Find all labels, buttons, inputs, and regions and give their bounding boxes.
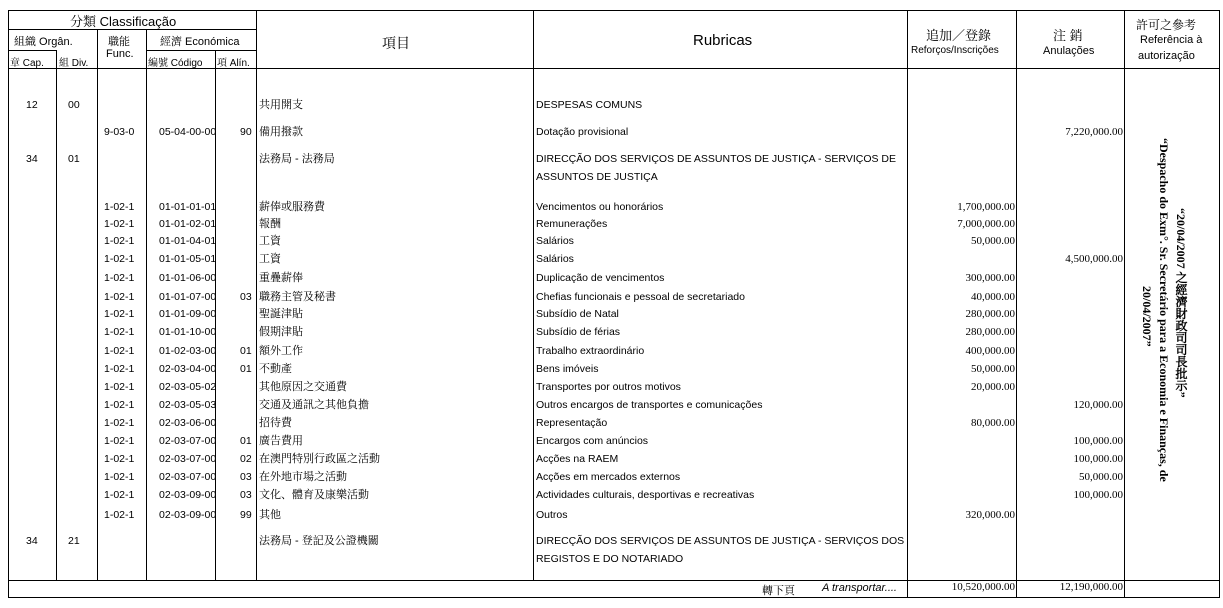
row-alin: 01 (240, 345, 252, 357)
row-rubrica: Outros (536, 509, 568, 521)
table-row (0, 124, 1223, 140)
row-func: 1-02-1 (104, 381, 135, 393)
row-alin: 01 (240, 363, 252, 375)
table-row (0, 324, 1223, 340)
header-ref-zh: 許可之參考 (1136, 18, 1197, 32)
header-classificacao: 分類 Classificação (70, 14, 177, 29)
row-alin: 99 (240, 509, 252, 521)
row-func: 1-02-1 (104, 471, 135, 483)
header-func-pt: Func. (106, 48, 134, 60)
row-reforco: 50,000.00 (971, 235, 1015, 247)
row-codigo: 01-01-06-00 (159, 272, 217, 284)
row-anulacao: 100,000.00 (1073, 453, 1123, 465)
row-alin: 01 (240, 435, 252, 447)
header-reforcos-zh: 追加／登錄 (926, 28, 992, 43)
row-rubrica: Remunerações (536, 218, 608, 230)
row-anulacao: 100,000.00 (1073, 489, 1123, 501)
row-rubrica: DIRECÇÃO DOS SERVIÇOS DE ASSUNTOS DE JUSTIÇA - SERVIÇOS DE (536, 153, 896, 165)
row-reforco: 50,000.00 (971, 363, 1015, 375)
row-item-zh: 聖誕津貼 (259, 308, 303, 320)
table-bottom-border (8, 597, 1220, 598)
row-reforco: 40,000.00 (971, 291, 1015, 303)
row-rubrica: Subsídio de férias (536, 326, 621, 338)
row-rubrica: DESPESAS COMUNS (536, 99, 643, 111)
table-row (0, 469, 1223, 485)
row-reforco: 320,000.00 (965, 509, 1015, 521)
row-item-zh: 招待費 (259, 417, 292, 429)
row-codigo: 02-03-07-00 (159, 471, 217, 483)
row-item-zh: 其他 (259, 509, 281, 521)
row-rubrica: Salários (536, 253, 574, 265)
table-row (0, 379, 1223, 395)
row-codigo: 02-03-07-00 (159, 453, 217, 465)
row-item-zh: 在外地市場之活動 (259, 471, 347, 483)
row-div: 01 (68, 153, 80, 165)
row-codigo: 01-01-10-00 (159, 326, 217, 338)
row-reforco: 300,000.00 (965, 272, 1015, 284)
row-item-zh: 備用撥款 (259, 126, 303, 138)
row-codigo: 01-01-07-00 (159, 291, 217, 303)
row-rubrica: Actividades culturais, desportivas e recreativas (536, 489, 755, 501)
row-reforco: 80,000.00 (971, 417, 1015, 429)
row-reforco: 1,700,000.00 (957, 201, 1015, 213)
row-codigo: 02-03-05-02 (159, 381, 217, 393)
row-reforco: 20,000.00 (971, 381, 1015, 393)
row-codigo: 01-01-02-01 (159, 218, 217, 230)
row-func: 1-02-1 (104, 308, 135, 320)
table-row (0, 507, 1223, 523)
row-rubrica: Vencimentos ou honorários (536, 201, 664, 213)
row-reforco: 280,000.00 (965, 308, 1015, 320)
row-item-zh: 假期津貼 (259, 326, 303, 338)
row-cap: 34 (26, 153, 38, 165)
row-func: 9-03-0 (104, 126, 135, 138)
table-row (0, 216, 1223, 232)
footer-reforcos-total: 10,520,000.00 (951, 581, 1015, 593)
row-func: 1-02-1 (104, 435, 135, 447)
row-item-zh: 法務局 - 法務局 (259, 153, 335, 165)
row-item-zh: 重疊薪俸 (259, 272, 303, 284)
row-func: 1-02-1 (104, 326, 135, 338)
row-func: 1-02-1 (104, 509, 135, 521)
row-item-zh: 共用開支 (259, 99, 303, 111)
header-reforcos-pt: Reforços/Inscrições (911, 45, 999, 56)
row-alin: 02 (240, 453, 252, 465)
header-economica: 經濟 Económica (160, 36, 240, 48)
row-codigo: 02-03-04-00 (159, 363, 217, 375)
row-item-zh: 薪俸或服務費 (259, 201, 325, 213)
row-item-zh: 其他原因之交通費 (259, 381, 347, 393)
row-div: 00 (68, 99, 80, 111)
header-codigo: 編號 Código (148, 58, 203, 69)
table-row (0, 97, 1223, 113)
row-func: 1-02-1 (104, 489, 135, 501)
header-rubricas: Rubricas (693, 32, 753, 49)
row-cap: 12 (26, 99, 38, 111)
row-rubrica: Chefias funcionais e pessoal de secretariado (536, 291, 745, 303)
row-rubrica: Outros encargos de transportes e comunicações (536, 399, 763, 411)
row-func: 1-02-1 (104, 201, 135, 213)
row-anulacao: 100,000.00 (1073, 435, 1123, 447)
row-alin: 03 (240, 489, 252, 501)
row-codigo: 02-03-05-03 (159, 399, 217, 411)
footer-anulacoes-total: 12,190,000.00 (1059, 581, 1123, 593)
row-rubrica: DIRECÇÃO DOS SERVIÇOS DE ASSUNTOS DE JUSTIÇA - SERVIÇOS DOS (536, 535, 905, 547)
row-codigo: 01-01-05-01 (159, 253, 217, 265)
table-row (0, 433, 1223, 449)
row-rubrica: Subsídio de Natal (536, 308, 619, 320)
header-divider-2 (8, 50, 56, 51)
table-row (0, 251, 1223, 267)
row-anulacao: 4,500,000.00 (1065, 253, 1123, 265)
row-item-zh: 不動產 (259, 363, 292, 375)
header-ref-pt2: autorização (1138, 50, 1195, 62)
table-row (0, 151, 1223, 183)
row-rubrica: Acções em mercados externos (536, 471, 681, 483)
row-rubrica-continued: ASSUNTOS DE JUSTIÇA (536, 171, 658, 183)
row-func: 1-02-1 (104, 235, 135, 247)
row-func: 1-02-1 (104, 272, 135, 284)
footer-label-pt: A transportar.... (822, 582, 897, 594)
row-func: 1-02-1 (104, 363, 135, 375)
table-row (0, 270, 1223, 286)
row-item-zh: 法務局 - 登記及公證機關 (259, 535, 379, 547)
row-item-zh: 廣告費用 (259, 435, 303, 447)
header-func-zh: 職能 (108, 36, 130, 48)
header-ref-pt1: Referência à (1140, 34, 1203, 46)
row-func: 1-02-1 (104, 453, 135, 465)
header-div: 組 Div. (59, 58, 89, 69)
row-codigo: 01-01-09-00 (159, 308, 217, 320)
row-rubrica: Trabalho extraordinário (536, 345, 645, 357)
table-row (0, 487, 1223, 503)
row-rubrica: Salários (536, 235, 574, 247)
row-codigo: 01-01-04-01 (159, 235, 217, 247)
row-codigo: 01-01-01-01 (159, 201, 217, 213)
table-row (0, 343, 1223, 359)
row-anulacao: 7,220,000.00 (1065, 126, 1123, 138)
authorization-line3: 20/04/2007” (1140, 286, 1154, 347)
footer-label-zh: 轉下頁 (762, 585, 795, 597)
table-row (0, 397, 1223, 413)
header-organica: 組織 Orgân. (14, 36, 73, 48)
table-row (0, 199, 1223, 215)
row-codigo: 02-03-06-00 (159, 417, 217, 429)
row-codigo: 02-03-07-00 (159, 435, 217, 447)
row-func: 1-02-1 (104, 218, 135, 230)
row-alin: 03 (240, 471, 252, 483)
row-div: 21 (68, 535, 80, 547)
table-row (0, 233, 1223, 249)
row-item-zh: 工資 (259, 253, 281, 265)
row-rubrica-continued: REGISTOS E DO NOTARIADO (536, 553, 684, 565)
row-reforco: 7,000,000.00 (957, 218, 1015, 230)
row-anulacao: 120,000.00 (1073, 399, 1123, 411)
row-item-zh: 報酬 (259, 218, 281, 230)
row-alin: 90 (240, 126, 252, 138)
row-reforco: 400,000.00 (965, 345, 1015, 357)
row-alin: 03 (240, 291, 252, 303)
row-func: 1-02-1 (104, 345, 135, 357)
row-item-zh: 工資 (259, 235, 281, 247)
header-anulacoes-zh: 注 銷 (1053, 28, 1083, 43)
row-rubrica: Encargos com anúncios (536, 435, 649, 447)
row-func: 1-02-1 (104, 291, 135, 303)
row-cap: 34 (26, 535, 38, 547)
table-row (0, 451, 1223, 467)
row-rubrica: Dotação provisional (536, 126, 629, 138)
row-codigo: 05-04-00-00 (159, 126, 217, 138)
authorization-line2: “Despacho do Exm°. Sr. Secretário para a Economia e Finanças, de (1157, 138, 1171, 482)
row-codigo: 02-03-09-00 (159, 489, 217, 501)
row-item-zh: 文化、體育及康樂活動 (259, 489, 369, 501)
row-rubrica: Bens imóveis (536, 363, 599, 375)
authorization-line1: “20/04/2007 之經濟財政司司長批示” (1174, 208, 1188, 398)
row-rubrica: Transportes por outros motivos (536, 381, 681, 393)
row-item-zh: 在澳門特別行政區之活動 (259, 453, 380, 465)
row-rubrica: Representação (536, 417, 608, 429)
footer-top-border (8, 580, 1220, 581)
row-item-zh: 額外工作 (259, 345, 303, 357)
header-anulacoes-pt: Anulações (1043, 45, 1095, 57)
table-row (0, 361, 1223, 377)
header-cap: 章 Cap. (10, 58, 44, 69)
row-func: 1-02-1 (104, 417, 135, 429)
row-rubrica: Duplicação de vencimentos (536, 272, 665, 284)
table-row (0, 289, 1223, 305)
header-item-zh: 項目 (382, 35, 410, 51)
table-top-border (8, 10, 1220, 11)
row-rubrica: Acções na RAEM (536, 453, 619, 465)
table-row (0, 415, 1223, 431)
table-row (0, 306, 1223, 322)
header-divider-3 (146, 50, 256, 51)
row-item-zh: 職務主管及秘書 (259, 291, 336, 303)
row-codigo: 01-02-03-00 (159, 345, 217, 357)
header-alin: 項 Alín. (217, 58, 250, 69)
row-anulacao: 50,000.00 (1079, 471, 1123, 483)
row-func: 1-02-1 (104, 253, 135, 265)
row-func: 1-02-1 (104, 399, 135, 411)
row-codigo: 02-03-09-00 (159, 509, 217, 521)
row-item-zh: 交通及通訊之其他負擔 (259, 399, 369, 411)
table-row (0, 533, 1223, 565)
row-reforco: 280,000.00 (965, 326, 1015, 338)
